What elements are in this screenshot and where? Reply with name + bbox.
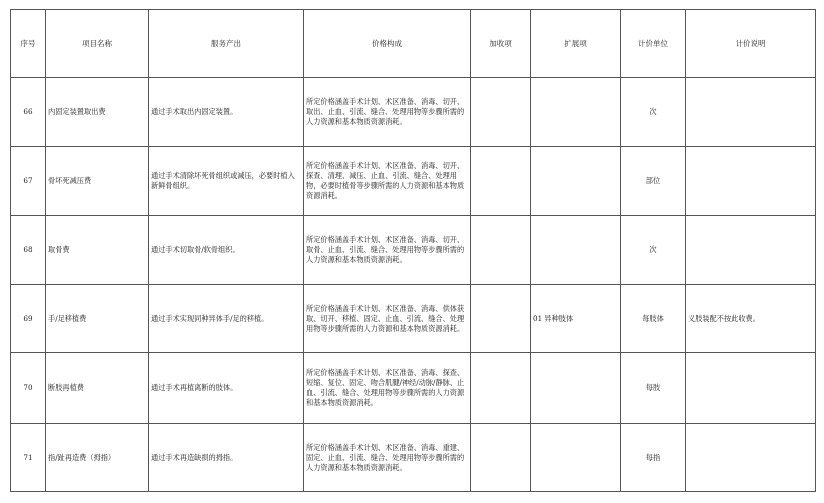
cell-desc	[686, 353, 816, 424]
cell-seq: 66	[11, 78, 46, 147]
cell-name: 手/足移植费	[46, 285, 149, 353]
cell-addon	[471, 285, 531, 353]
cell-price: 所定价格涵盖手术计划、术区准备、消毒、切开、取出、止血、引流、缝合、处理用物等步骤所需的人力资源和基本物质资源消耗。	[304, 78, 471, 147]
cell-name: 取骨费	[46, 216, 149, 285]
cell-ext	[531, 216, 621, 285]
cell-desc: 义肢装配不按此收费。	[686, 285, 816, 353]
cell-addon	[471, 353, 531, 424]
header-output: 服务产出	[149, 10, 304, 78]
cell-unit: 每肢	[621, 353, 686, 424]
cell-name: 指/趾再造费（拇指）	[46, 424, 149, 492]
cell-addon	[471, 78, 531, 147]
table-row	[11, 353, 816, 424]
cell-seq: 70	[11, 353, 46, 424]
cell-desc	[686, 78, 816, 147]
table-row	[11, 424, 816, 492]
cell-output: 通过手术再植离断的肢体。	[149, 353, 304, 424]
cell-price: 所定价格涵盖手术计划、术区准备、消毒、重建、固定、止血、引流、缝合、处理用物等步骤所需的人力资源和基本物质资源消耗。	[304, 424, 471, 492]
cell-addon	[471, 424, 531, 492]
header-addon: 加收项	[471, 10, 531, 78]
cell-ext	[531, 353, 621, 424]
header-desc: 计价说明	[686, 10, 816, 78]
cell-price: 所定价格涵盖手术计划、术区准备、消毒、切开、探查、清理、减压、止血、引流、缝合、处理用物，必要时植骨等步骤所需的人力资源和基本物质资源消耗。	[304, 147, 471, 216]
cell-output: 通过手术清除坏死骨组织或减压，必要时植入新鲜骨组织。	[149, 147, 304, 216]
cell-price: 所定价格涵盖手术计划、术区准备、消毒、供体获取、切开、移植、固定、止血、引流、缝合、处理用物等步骤所需的人力资源和基本物质资源消耗。	[304, 285, 471, 353]
pricing-table	[10, 9, 816, 492]
cell-output: 通过手术再造缺损的拇指。	[149, 424, 304, 492]
cell-addon	[471, 147, 531, 216]
header-name: 项目名称	[46, 10, 149, 78]
cell-seq: 71	[11, 424, 46, 492]
cell-unit: 次	[621, 78, 686, 147]
header-seq: 序号	[11, 10, 46, 78]
cell-seq: 67	[11, 147, 46, 216]
cell-name: 内固定装置取出费	[46, 78, 149, 147]
cell-output: 通过手术取出内固定装置。	[149, 78, 304, 147]
cell-ext	[531, 424, 621, 492]
table-row	[11, 147, 816, 216]
cell-name: 断肢再植费	[46, 353, 149, 424]
cell-addon	[471, 216, 531, 285]
table-row	[11, 285, 816, 353]
cell-ext: 01 异种肢体	[531, 285, 621, 353]
table-row	[11, 78, 816, 147]
cell-unit: 次	[621, 216, 686, 285]
cell-unit: 每肢体	[621, 285, 686, 353]
header-price: 价格构成	[304, 10, 471, 78]
cell-output: 通过手术实现同种异体手/足的移植。	[149, 285, 304, 353]
cell-ext	[531, 147, 621, 216]
cell-desc	[686, 147, 816, 216]
cell-unit: 每指	[621, 424, 686, 492]
cell-name: 骨坏死减压费	[46, 147, 149, 216]
cell-ext	[531, 78, 621, 147]
cell-output: 通过手术切取骨/软骨组织。	[149, 216, 304, 285]
cell-price: 所定价格涵盖手术计划、术区准备、消毒、探查、短缩、复位、固定、吻合肌腱/神经/动脉/静脉、止血、引流、缝合、处理用物等步骤所需的人力资源和基本物质资源消耗。	[304, 353, 471, 424]
table-row	[11, 216, 816, 285]
header-ext: 扩展项	[531, 10, 621, 78]
cell-seq: 69	[11, 285, 46, 353]
cell-price: 所定价格涵盖手术计划、术区准备、消毒、切开、取骨、止血、引流、缝合、处理用物等步骤所需的人力资源和基本物质资源消耗。	[304, 216, 471, 285]
header-row	[11, 10, 816, 78]
cell-unit: 部位	[621, 147, 686, 216]
cell-desc	[686, 216, 816, 285]
cell-desc	[686, 424, 816, 492]
header-unit: 计价单位	[621, 10, 686, 78]
cell-seq: 68	[11, 216, 46, 285]
